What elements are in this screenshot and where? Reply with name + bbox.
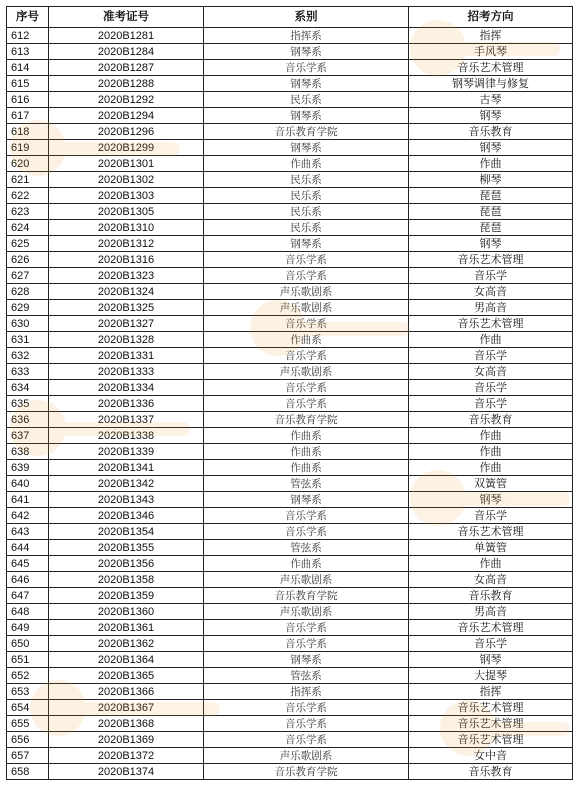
serial-number-cell: 619 <box>7 140 49 156</box>
table-row <box>7 460 573 476</box>
major-direction-cell: 作曲 <box>409 332 573 348</box>
exam-id-cell: 2020B1284 <box>49 44 204 60</box>
exam-id-cell: 2020B1327 <box>49 316 204 332</box>
exam-id-cell: 2020B1324 <box>49 284 204 300</box>
serial-number-cell: 627 <box>7 268 49 284</box>
exam-id-cell: 2020B1369 <box>49 732 204 748</box>
department-cell: 作曲系 <box>204 156 409 172</box>
serial-number-cell: 636 <box>7 412 49 428</box>
department-cell: 声乐歌剧系 <box>204 604 409 620</box>
serial-number-cell: 658 <box>7 764 49 780</box>
major-direction-cell: 音乐教育 <box>409 588 573 604</box>
department-cell: 民乐系 <box>204 172 409 188</box>
major-direction-cell: 女中音 <box>409 748 573 764</box>
serial-number-cell: 617 <box>7 108 49 124</box>
serial-number-cell: 654 <box>7 700 49 716</box>
department-cell: 钢琴系 <box>204 76 409 92</box>
exam-id-cell: 2020B1367 <box>49 700 204 716</box>
department-cell: 声乐歌剧系 <box>204 364 409 380</box>
table-row <box>7 332 573 348</box>
serial-number-cell: 612 <box>7 28 49 44</box>
serial-number-cell: 620 <box>7 156 49 172</box>
department-cell: 声乐歌剧系 <box>204 284 409 300</box>
department-cell: 音乐学系 <box>204 252 409 268</box>
major-direction-cell: 作曲 <box>409 460 573 476</box>
table-row <box>7 140 573 156</box>
table-row <box>7 60 573 76</box>
table-row <box>7 92 573 108</box>
exam-id-cell: 2020B1323 <box>49 268 204 284</box>
serial-number-cell: 628 <box>7 284 49 300</box>
major-direction-cell: 音乐学 <box>409 636 573 652</box>
department-cell: 音乐教育学院 <box>204 124 409 140</box>
major-direction-cell: 钢琴 <box>409 492 573 508</box>
admission-results-table <box>6 6 573 780</box>
table-row <box>7 668 573 684</box>
department-cell: 民乐系 <box>204 188 409 204</box>
department-cell: 音乐学系 <box>204 732 409 748</box>
table-row <box>7 652 573 668</box>
major-direction-cell: 音乐教育 <box>409 124 573 140</box>
major-direction-cell: 男高音 <box>409 604 573 620</box>
major-direction-cell: 钢琴 <box>409 140 573 156</box>
table-row <box>7 636 573 652</box>
table-row <box>7 604 573 620</box>
table-row <box>7 428 573 444</box>
major-direction-cell: 音乐艺术管理 <box>409 620 573 636</box>
header-serial-number: 序号 <box>7 7 49 28</box>
table-row <box>7 220 573 236</box>
header-exam-id: 准考证号 <box>49 7 204 28</box>
major-direction-cell: 琵琶 <box>409 220 573 236</box>
serial-number-cell: 630 <box>7 316 49 332</box>
exam-id-cell: 2020B1362 <box>49 636 204 652</box>
table-row <box>7 156 573 172</box>
table-row <box>7 748 573 764</box>
department-cell: 钢琴系 <box>204 492 409 508</box>
exam-id-cell: 2020B1294 <box>49 108 204 124</box>
serial-number-cell: 616 <box>7 92 49 108</box>
exam-id-cell: 2020B1281 <box>49 28 204 44</box>
serial-number-cell: 623 <box>7 204 49 220</box>
exam-id-cell: 2020B1334 <box>49 380 204 396</box>
major-direction-cell: 音乐学 <box>409 396 573 412</box>
major-direction-cell: 音乐艺术管理 <box>409 524 573 540</box>
serial-number-cell: 637 <box>7 428 49 444</box>
department-cell: 管弦系 <box>204 668 409 684</box>
table-row <box>7 76 573 92</box>
serial-number-cell: 641 <box>7 492 49 508</box>
major-direction-cell: 音乐艺术管理 <box>409 732 573 748</box>
exam-id-cell: 2020B1343 <box>49 492 204 508</box>
major-direction-cell: 钢琴 <box>409 108 573 124</box>
department-cell: 作曲系 <box>204 444 409 460</box>
exam-id-cell: 2020B1339 <box>49 444 204 460</box>
serial-number-cell: 640 <box>7 476 49 492</box>
serial-number-cell: 638 <box>7 444 49 460</box>
major-direction-cell: 女高音 <box>409 284 573 300</box>
major-direction-cell: 钢琴 <box>409 652 573 668</box>
table-row <box>7 700 573 716</box>
exam-id-cell: 2020B1312 <box>49 236 204 252</box>
table-row <box>7 476 573 492</box>
exam-id-cell: 2020B1365 <box>49 668 204 684</box>
table-header <box>7 7 573 28</box>
major-direction-cell: 女高音 <box>409 364 573 380</box>
major-direction-cell: 音乐艺术管理 <box>409 252 573 268</box>
exam-id-cell: 2020B1292 <box>49 92 204 108</box>
exam-id-cell: 2020B1368 <box>49 716 204 732</box>
serial-number-cell: 647 <box>7 588 49 604</box>
serial-number-cell: 613 <box>7 44 49 60</box>
serial-number-cell: 645 <box>7 556 49 572</box>
serial-number-cell: 646 <box>7 572 49 588</box>
department-cell: 钢琴系 <box>204 236 409 252</box>
exam-id-cell: 2020B1360 <box>49 604 204 620</box>
major-direction-cell: 音乐教育 <box>409 412 573 428</box>
department-cell: 音乐教育学院 <box>204 764 409 780</box>
department-cell: 音乐学系 <box>204 396 409 412</box>
exam-id-cell: 2020B1333 <box>49 364 204 380</box>
department-cell: 钢琴系 <box>204 140 409 156</box>
exam-id-cell: 2020B1366 <box>49 684 204 700</box>
department-cell: 音乐学系 <box>204 524 409 540</box>
table-row <box>7 204 573 220</box>
table-row <box>7 444 573 460</box>
department-cell: 音乐学系 <box>204 620 409 636</box>
serial-number-cell: 655 <box>7 716 49 732</box>
table-row <box>7 524 573 540</box>
department-cell: 音乐教育学院 <box>204 412 409 428</box>
table-row <box>7 44 573 60</box>
serial-number-cell: 650 <box>7 636 49 652</box>
table-row <box>7 28 573 44</box>
serial-number-cell: 615 <box>7 76 49 92</box>
serial-number-cell: 625 <box>7 236 49 252</box>
exam-id-cell: 2020B1303 <box>49 188 204 204</box>
major-direction-cell: 音乐学 <box>409 348 573 364</box>
major-direction-cell: 作曲 <box>409 556 573 572</box>
department-cell: 作曲系 <box>204 332 409 348</box>
serial-number-cell: 631 <box>7 332 49 348</box>
major-direction-cell: 手风琴 <box>409 44 573 60</box>
serial-number-cell: 652 <box>7 668 49 684</box>
serial-number-cell: 624 <box>7 220 49 236</box>
exam-id-cell: 2020B1310 <box>49 220 204 236</box>
exam-id-cell: 2020B1341 <box>49 460 204 476</box>
major-direction-cell: 大提琴 <box>409 668 573 684</box>
major-direction-cell: 古琴 <box>409 92 573 108</box>
serial-number-cell: 626 <box>7 252 49 268</box>
serial-number-cell: 644 <box>7 540 49 556</box>
major-direction-cell: 柳琴 <box>409 172 573 188</box>
table-row <box>7 508 573 524</box>
exam-id-cell: 2020B1305 <box>49 204 204 220</box>
exam-id-cell: 2020B1374 <box>49 764 204 780</box>
results-table-container <box>6 6 573 780</box>
department-cell: 音乐学系 <box>204 700 409 716</box>
table-row <box>7 188 573 204</box>
table-row <box>7 620 573 636</box>
exam-id-cell: 2020B1359 <box>49 588 204 604</box>
major-direction-cell: 男高音 <box>409 300 573 316</box>
department-cell: 民乐系 <box>204 204 409 220</box>
serial-number-cell: 639 <box>7 460 49 476</box>
header-row <box>7 7 573 28</box>
table-row <box>7 764 573 780</box>
major-direction-cell: 音乐学 <box>409 268 573 284</box>
table-row <box>7 124 573 140</box>
exam-id-cell: 2020B1325 <box>49 300 204 316</box>
major-direction-cell: 作曲 <box>409 428 573 444</box>
exam-id-cell: 2020B1336 <box>49 396 204 412</box>
department-cell: 民乐系 <box>204 220 409 236</box>
table-row <box>7 252 573 268</box>
table-row <box>7 380 573 396</box>
department-cell: 音乐学系 <box>204 316 409 332</box>
department-cell: 钢琴系 <box>204 44 409 60</box>
serial-number-cell: 651 <box>7 652 49 668</box>
major-direction-cell: 作曲 <box>409 156 573 172</box>
exam-id-cell: 2020B1338 <box>49 428 204 444</box>
serial-number-cell: 642 <box>7 508 49 524</box>
department-cell: 音乐学系 <box>204 636 409 652</box>
major-direction-cell: 作曲 <box>409 444 573 460</box>
major-direction-cell: 单簧管 <box>409 540 573 556</box>
serial-number-cell: 618 <box>7 124 49 140</box>
department-cell: 音乐学系 <box>204 60 409 76</box>
major-direction-cell: 指挥 <box>409 28 573 44</box>
major-direction-cell: 琵琶 <box>409 188 573 204</box>
table-row <box>7 732 573 748</box>
exam-id-cell: 2020B1354 <box>49 524 204 540</box>
department-cell: 作曲系 <box>204 460 409 476</box>
department-cell: 声乐歌剧系 <box>204 748 409 764</box>
department-cell: 管弦系 <box>204 476 409 492</box>
exam-id-cell: 2020B1287 <box>49 60 204 76</box>
serial-number-cell: 657 <box>7 748 49 764</box>
department-cell: 指挥系 <box>204 684 409 700</box>
exam-id-cell: 2020B1342 <box>49 476 204 492</box>
table-row <box>7 300 573 316</box>
department-cell: 声乐歌剧系 <box>204 572 409 588</box>
major-direction-cell: 音乐艺术管理 <box>409 60 573 76</box>
major-direction-cell: 琵琶 <box>409 204 573 220</box>
major-direction-cell: 音乐艺术管理 <box>409 716 573 732</box>
major-direction-cell: 钢琴 <box>409 236 573 252</box>
major-direction-cell: 音乐艺术管理 <box>409 700 573 716</box>
serial-number-cell: 635 <box>7 396 49 412</box>
table-row <box>7 540 573 556</box>
table-row <box>7 716 573 732</box>
department-cell: 民乐系 <box>204 92 409 108</box>
serial-number-cell: 634 <box>7 380 49 396</box>
table-row <box>7 556 573 572</box>
exam-id-cell: 2020B1316 <box>49 252 204 268</box>
exam-id-cell: 2020B1355 <box>49 540 204 556</box>
major-direction-cell: 音乐学 <box>409 380 573 396</box>
serial-number-cell: 656 <box>7 732 49 748</box>
serial-number-cell: 643 <box>7 524 49 540</box>
major-direction-cell: 钢琴调律与修复 <box>409 76 573 92</box>
serial-number-cell: 633 <box>7 364 49 380</box>
exam-id-cell: 2020B1364 <box>49 652 204 668</box>
department-cell: 音乐学系 <box>204 508 409 524</box>
exam-id-cell: 2020B1288 <box>49 76 204 92</box>
table-row <box>7 396 573 412</box>
table-row <box>7 348 573 364</box>
department-cell: 作曲系 <box>204 428 409 444</box>
exam-id-cell: 2020B1296 <box>49 124 204 140</box>
major-direction-cell: 指挥 <box>409 684 573 700</box>
table-row <box>7 284 573 300</box>
table-row <box>7 572 573 588</box>
serial-number-cell: 614 <box>7 60 49 76</box>
serial-number-cell: 648 <box>7 604 49 620</box>
serial-number-cell: 649 <box>7 620 49 636</box>
table-row <box>7 364 573 380</box>
department-cell: 音乐学系 <box>204 268 409 284</box>
serial-number-cell: 632 <box>7 348 49 364</box>
table-row <box>7 492 573 508</box>
department-cell: 指挥系 <box>204 28 409 44</box>
serial-number-cell: 629 <box>7 300 49 316</box>
exam-id-cell: 2020B1302 <box>49 172 204 188</box>
exam-id-cell: 2020B1356 <box>49 556 204 572</box>
exam-id-cell: 2020B1361 <box>49 620 204 636</box>
department-cell: 钢琴系 <box>204 652 409 668</box>
table-row <box>7 412 573 428</box>
table-row <box>7 268 573 284</box>
major-direction-cell: 音乐学 <box>409 508 573 524</box>
exam-id-cell: 2020B1299 <box>49 140 204 156</box>
table-row <box>7 108 573 124</box>
exam-id-cell: 2020B1372 <box>49 748 204 764</box>
header-department: 系别 <box>204 7 409 28</box>
serial-number-cell: 622 <box>7 188 49 204</box>
major-direction-cell: 音乐艺术管理 <box>409 316 573 332</box>
exam-id-cell: 2020B1331 <box>49 348 204 364</box>
major-direction-cell: 女高音 <box>409 572 573 588</box>
department-cell: 音乐教育学院 <box>204 588 409 604</box>
department-cell: 管弦系 <box>204 540 409 556</box>
header-major-direction: 招考方向 <box>409 7 573 28</box>
serial-number-cell: 653 <box>7 684 49 700</box>
department-cell: 音乐学系 <box>204 348 409 364</box>
department-cell: 作曲系 <box>204 556 409 572</box>
major-direction-cell: 双簧管 <box>409 476 573 492</box>
serial-number-cell: 621 <box>7 172 49 188</box>
table-row <box>7 172 573 188</box>
exam-id-cell: 2020B1358 <box>49 572 204 588</box>
table-row <box>7 684 573 700</box>
department-cell: 音乐学系 <box>204 380 409 396</box>
exam-id-cell: 2020B1346 <box>49 508 204 524</box>
table-row <box>7 316 573 332</box>
department-cell: 声乐歌剧系 <box>204 300 409 316</box>
table-body <box>7 28 573 780</box>
major-direction-cell: 音乐教育 <box>409 764 573 780</box>
exam-id-cell: 2020B1337 <box>49 412 204 428</box>
exam-id-cell: 2020B1301 <box>49 156 204 172</box>
department-cell: 钢琴系 <box>204 108 409 124</box>
department-cell: 音乐学系 <box>204 716 409 732</box>
table-row <box>7 588 573 604</box>
table-row <box>7 236 573 252</box>
exam-id-cell: 2020B1328 <box>49 332 204 348</box>
